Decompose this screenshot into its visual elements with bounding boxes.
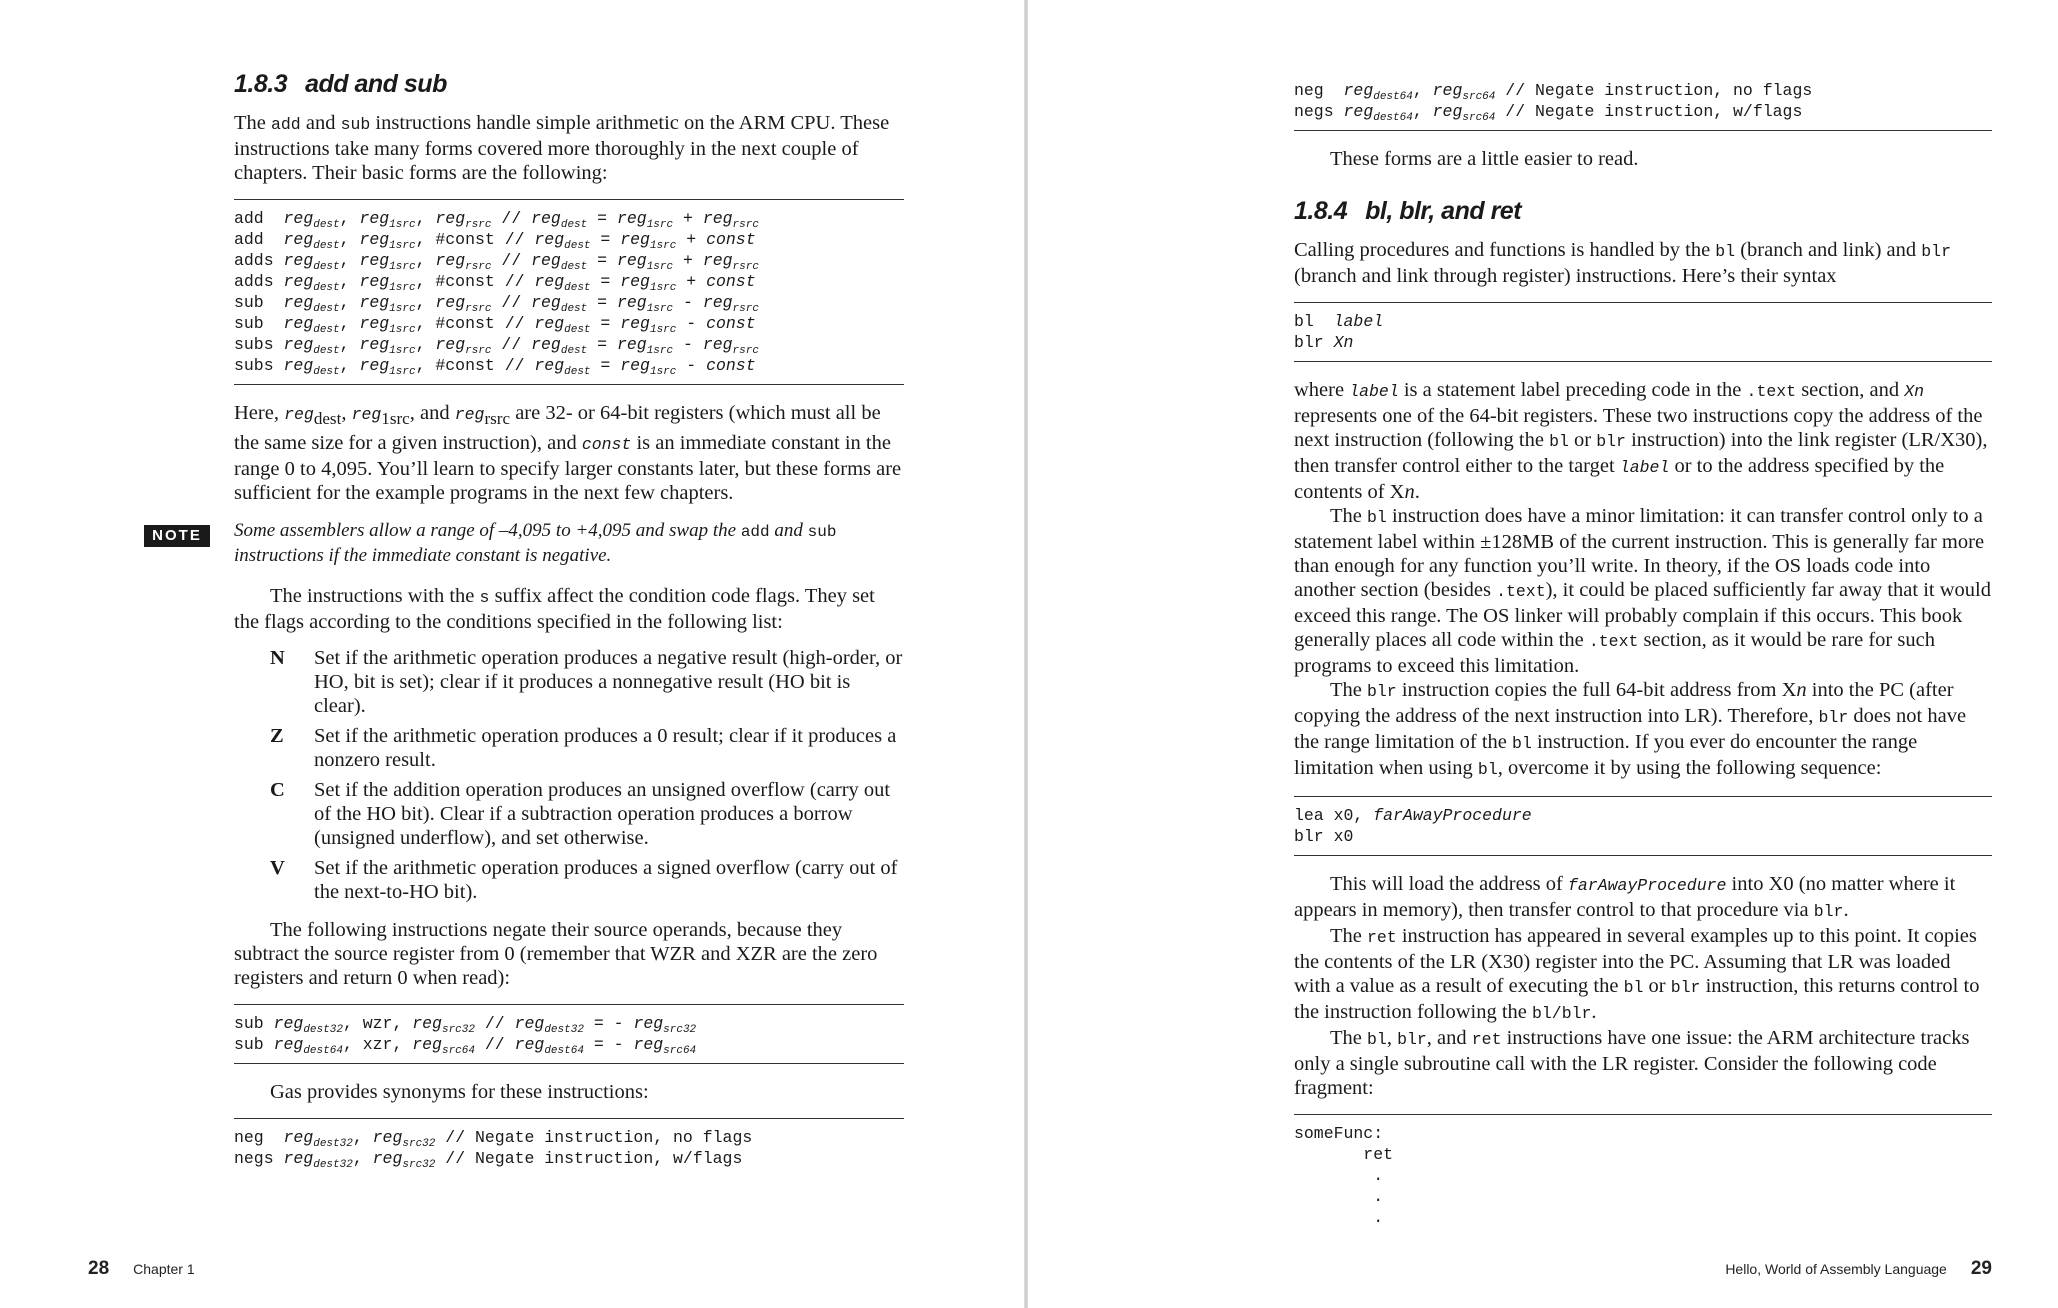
code-var: reg	[454, 405, 485, 424]
code-var: reg	[359, 251, 390, 270]
paragraph: The blr instruction copies the full 64-bit address from Xn into the PC (after copying the address of the next instruction into LR). Therefore, blr does not have the range limitation of the bl instruction. If you ever do encounter the range limitation when using bl, overcome it by using the following sequence:	[1294, 679, 1967, 779]
flag-description: Set if the arithmetic operation produces a 0 result; clear if it produces a nonzero result.	[314, 725, 897, 772]
flag-letter: V	[270, 857, 285, 880]
subscript: 1src	[649, 324, 677, 336]
subscript: dest64	[544, 1045, 584, 1058]
code-line: adds reg$_{dest}$, reg$_{1src}$, reg$_{rsrc}$ // reg$_{dest}$ = reg$_{1src}$ + reg$_{rsrc}$	[234, 251, 759, 273]
subscript: dest	[564, 282, 591, 294]
code-var: reg	[620, 314, 650, 333]
code-var: reg	[620, 356, 650, 375]
code-block-neg-32	[234, 1118, 904, 1177]
code-var: label	[1333, 312, 1384, 331]
page-number: 29	[1970, 1258, 1992, 1279]
code-line: add reg$_{dest}$, reg$_{1src}$, reg$_{rsrc}$ // reg$_{dest}$ = reg$_{1src}$ + reg$_{rsrc}$	[234, 209, 759, 231]
subscript: src64	[663, 1045, 697, 1058]
code-var: reg	[412, 1014, 442, 1034]
inline-code: bl	[1367, 1030, 1387, 1049]
paragraph: The bl, blr, and ret instructions have one issue: the ARM architecture tracks only a single subroutine call with the LR register. Consider the following code fragment:	[1294, 1027, 1970, 1099]
code-var: reg	[359, 230, 390, 249]
paragraph: The following instructions negate their source operands, because they subtract the source register from 0 (remember that WZR and XZR are the zero registers and return 0 when read):	[234, 919, 878, 990]
subscript: dest	[313, 261, 340, 273]
code-var: farAwayProcedure	[1373, 806, 1532, 825]
subscript: rsrc	[732, 345, 759, 357]
inline-code: bl	[1477, 760, 1498, 779]
subscript: rsrc	[732, 261, 759, 273]
paragraph: where label is a statement label preceding code in the .text section, and Xn represents one of the 64-bit registers. These two instructions copy the address of the next instruction (following the bl or blr instruction) into the link register (LR/X30), then transfer control either to the target label or to the address specified by the contents of Xn.	[1294, 379, 1988, 503]
inline-code: ret	[1367, 928, 1397, 947]
code-var: reg	[1432, 81, 1463, 100]
inline-code: bl/blr	[1532, 1004, 1592, 1023]
inline-code: sub	[807, 523, 837, 542]
subscript: dest32	[303, 1024, 343, 1037]
code-var: reg	[702, 293, 733, 312]
code-var: const	[706, 230, 756, 249]
chapter-label: Chapter 1	[133, 1261, 195, 1277]
code-var: reg	[351, 405, 382, 424]
code-var: reg	[435, 293, 466, 312]
subscript: dest	[313, 324, 340, 336]
code-line: lea x0, farAwayProcedure	[1294, 806, 1532, 825]
code-var: reg	[534, 356, 565, 375]
subscript: dest	[313, 219, 340, 231]
code-var: reg	[435, 335, 466, 354]
subscript: rsrc	[484, 409, 511, 429]
inline-code: blr	[1818, 708, 1849, 727]
inline-code: blr	[1596, 432, 1626, 451]
code-var: reg	[620, 272, 650, 291]
code-var: reg	[633, 1035, 664, 1055]
code-var: reg	[620, 230, 650, 249]
code-var: reg	[273, 1014, 304, 1034]
subscript: 1src	[389, 282, 416, 294]
subscript: 1src	[649, 366, 677, 378]
section-heading-bl-blr-ret	[1294, 197, 1992, 226]
code-var: farAwayProcedure	[1567, 876, 1727, 895]
code-line: sub reg$_{dest}$, reg$_{1src}$, #const // reg$_{dest}$ = reg$_{1src}$ - const	[234, 314, 756, 336]
code-var: reg	[283, 293, 314, 312]
code-var: reg	[616, 251, 647, 270]
code-var: label	[1349, 382, 1399, 401]
inline-code: add	[740, 523, 770, 542]
code-line: sub reg$_{dest64}$, xzr, reg$_{src64}$ // reg$_{dest64}$ = - reg$_{src64}$	[234, 1035, 697, 1058]
flag-letter: C	[270, 779, 285, 802]
subscript: src32	[663, 1024, 697, 1037]
code-var: reg	[283, 1128, 314, 1148]
code-var: const	[581, 435, 632, 455]
code-var: reg	[359, 356, 390, 375]
subscript: dest64	[1373, 112, 1413, 124]
subscript: 1src	[649, 282, 677, 294]
page-footer-left	[88, 1258, 195, 1280]
code-var: reg	[534, 272, 565, 291]
flag-item	[270, 778, 904, 850]
code-var: reg	[435, 209, 466, 228]
subscript: dest	[560, 303, 588, 315]
code-var: reg	[702, 251, 733, 270]
code-block-far-away	[1294, 796, 1992, 856]
subscript: 1src	[389, 219, 416, 231]
code-var: reg	[702, 209, 733, 228]
subscript: 1src	[389, 240, 416, 252]
code-var: reg	[283, 314, 314, 333]
page-number: 28	[88, 1258, 110, 1279]
flag-item	[270, 646, 904, 718]
page-footer-right	[1725, 1258, 1992, 1280]
right-page	[1028, 0, 2058, 1308]
subscript: dest	[313, 303, 340, 315]
code-var: reg	[359, 272, 390, 291]
paragraph: The ret instruction has appeared in several examples up to this point. It copies the contents of the LR (X30) register into the PC. Assuming that LR was loaded with a value as a result of executing the bl or blr instruction, this returns control to the instruction following the bl/blr.	[1294, 925, 1980, 1023]
paragraph: These forms are a little easier to read.	[1330, 148, 1639, 170]
code-line: blr x0	[1294, 827, 1354, 846]
code-var: reg	[284, 405, 314, 424]
code-var: reg	[531, 335, 561, 354]
inline-code: add	[271, 115, 301, 134]
subscript: rsrc	[732, 303, 759, 315]
inline-code: blr	[1670, 978, 1701, 997]
inline-code: bl	[1715, 242, 1736, 261]
subscript: src64	[1462, 91, 1496, 103]
code-var: reg	[283, 335, 314, 354]
code-block-negate-sub	[234, 1004, 904, 1064]
subscript: dest	[564, 240, 591, 252]
code-block-somefunc	[1294, 1114, 1992, 1236]
subscript: rsrc	[465, 219, 492, 231]
code-var: const	[706, 314, 756, 333]
subscript: 1src	[389, 261, 416, 273]
section-title: add and sub	[305, 70, 447, 98]
paragraph: Here, reg$_{dest}$, reg$_{1src}$, and reg$_{rsrc}$ are 32- or 64-bit registers (which must all be the same size for a given instruction), and const is an immediate constant in the range 0 to 4,095. You’ll learn to specify larger constants later, but these forms are sufficient for the example programs in the next few chapters.	[234, 402, 902, 505]
flag-list	[270, 646, 904, 904]
inline-code: blr	[1813, 902, 1844, 921]
code-var: reg	[372, 1128, 403, 1148]
code-line: neg reg$_{dest64}$, reg$_{src64}$ // Negate instruction, no flags	[1294, 81, 1813, 103]
subscript: 1src	[389, 303, 416, 315]
subscript: dest	[313, 409, 342, 429]
inline-code: blr	[1397, 1030, 1427, 1049]
subscript: 1src	[646, 261, 674, 273]
left-page-content	[152, 60, 904, 1193]
subscript: dest32	[313, 1159, 353, 1172]
flag-description: Set if the addition operation produces an unsigned overflow (carry out of the HO bit). Clear if a subtraction operation produces a borrow (unsigned underflow), and set otherwise.	[314, 779, 891, 850]
subscript: rsrc	[465, 303, 492, 315]
subscript: 1src	[389, 345, 416, 357]
code-var: reg	[283, 251, 314, 270]
code-line: ret	[1294, 1145, 1394, 1164]
inline-code: ret	[1471, 1030, 1502, 1049]
section-title: bl, blr, and ret	[1365, 197, 1522, 225]
code-line: .	[1294, 1187, 1384, 1206]
italic-text: n	[1404, 481, 1415, 503]
code-var: reg	[1432, 102, 1463, 121]
subscript: dest	[313, 240, 340, 252]
paragraph: The instructions with the s suffix affect the condition code flags. They set the flags according to the conditions specified in the following list:	[234, 585, 875, 634]
subscript: src64	[1462, 112, 1496, 124]
code-line: negs reg$_{dest64}$, reg$_{src64}$ // Negate instruction, w/flags	[1294, 102, 1803, 124]
left-page	[0, 0, 1026, 1308]
code-var: reg	[273, 1035, 304, 1055]
inline-code: bl	[1367, 508, 1387, 527]
code-var: label	[1619, 458, 1670, 477]
flag-item	[270, 724, 904, 772]
flag-letter: N	[270, 647, 285, 670]
code-block-neg-64	[1294, 70, 1992, 131]
code-var: reg	[283, 209, 314, 228]
subscript: dest	[560, 261, 588, 273]
paragraph: The bl instruction does have a minor limitation: it can transfer control only to a statement label within ±128MB of the current instruction. This is generally far more than enough for any function you’ll write. In theory, if the OS loads code into another section (besides .text), it could be placed sufficiently far away that it would exceed this range. The OS linker will probably complain if this occurs. This book generally places all code within the .text section, as it would be rare for such programs to exceed this limitation.	[1294, 505, 1991, 677]
subscript: src32	[441, 1024, 475, 1037]
flag-letter: Z	[270, 725, 284, 748]
flag-description: Set if the arithmetic operation produces a signed overflow (carry out of the next-to-HO bit).	[314, 857, 898, 904]
inline-code: sub	[340, 115, 371, 134]
subscript: 1src	[646, 345, 674, 357]
inline-code: s	[479, 588, 490, 608]
subscript: 1src	[389, 366, 416, 378]
subscript: dest32	[313, 1138, 353, 1151]
code-line: blr Xn	[1294, 333, 1354, 352]
code-var: reg	[531, 293, 561, 312]
code-var: reg	[283, 272, 314, 291]
code-line: negs reg$_{dest32}$, reg$_{src32}$ // Negate instruction, w/flags	[234, 1149, 743, 1172]
code-var: reg	[435, 251, 466, 270]
code-var: reg	[1343, 102, 1374, 121]
code-var: reg	[633, 1014, 664, 1034]
subscript: dest	[313, 345, 340, 357]
code-line: subs reg$_{dest}$, reg$_{1src}$, reg$_{rsrc}$ // reg$_{dest}$ = reg$_{1src}$ - reg$_{rsrc}$	[234, 335, 759, 357]
inline-code: .text	[1496, 582, 1546, 601]
code-line: sub reg$_{dest32}$, wzr, reg$_{src32}$ // reg$_{dest32}$ = - reg$_{src32}$	[234, 1014, 697, 1037]
paragraph: This will load the address of farAwayProcedure into X0 (no matter where it appears in memory), then transfer control to that procedure via blr.	[1294, 873, 1956, 921]
subscript: dest	[564, 324, 591, 336]
subscript: dest	[560, 219, 588, 231]
paragraph: Gas provides synonyms for these instructions:	[270, 1081, 649, 1104]
chapter-label: Hello, World of Assembly Language	[1725, 1261, 1947, 1277]
code-line: .	[1294, 1208, 1384, 1227]
code-var: reg	[372, 1149, 403, 1169]
inline-code: blr	[1921, 242, 1951, 261]
code-var: reg	[359, 293, 390, 312]
code-line: sub reg$_{dest}$, reg$_{1src}$, reg$_{rsrc}$ // reg$_{dest}$ = reg$_{1src}$ - reg$_{rsrc}$	[234, 293, 759, 315]
code-var: reg	[412, 1035, 442, 1055]
subscript: rsrc	[465, 345, 492, 357]
subscript: dest64	[1373, 91, 1413, 103]
code-var: Xn	[1333, 333, 1354, 352]
section-heading-add-sub	[234, 70, 904, 99]
italic-text: n	[1796, 679, 1807, 701]
code-var: reg	[531, 209, 561, 228]
subscript: dest	[560, 345, 588, 357]
code-var: reg	[1343, 81, 1374, 100]
section-number: 1.8.4	[1294, 197, 1348, 225]
paragraph: The add and sub instructions handle simple arithmetic on the ARM CPU. These instructions take many forms covered more thoroughly in the next couple of chapters. Their basic forms are the following:	[234, 112, 890, 184]
code-var: const	[706, 356, 756, 375]
inline-code: bl	[1623, 978, 1644, 997]
inline-code: .text	[1746, 382, 1797, 401]
code-block-bl-syntax	[1294, 302, 1992, 362]
subscript: src32	[402, 1159, 436, 1172]
flag-description: Set if the arithmetic operation produces a negative result (high-order, or HO, bit is set); clear if it produces a nonnegative result (HO bit is clear).	[314, 647, 903, 718]
note-box	[152, 519, 904, 568]
code-var: reg	[283, 230, 314, 249]
code-var: reg	[702, 335, 733, 354]
subscript: 1src	[649, 240, 677, 252]
code-line: .	[1294, 1166, 1384, 1185]
code-var: reg	[283, 1149, 314, 1169]
code-var: const	[706, 272, 756, 291]
code-var: reg	[283, 356, 314, 375]
subscript: rsrc	[465, 261, 492, 273]
subscript: dest32	[544, 1024, 584, 1037]
code-var: reg	[531, 251, 561, 270]
subscript: 1src	[381, 409, 410, 429]
subscript: 1src	[389, 324, 416, 336]
right-page-content	[1294, 60, 1992, 1252]
subscript: 1src	[646, 219, 674, 231]
code-var: reg	[359, 335, 390, 354]
code-line: adds reg$_{dest}$, reg$_{1src}$, #const // reg$_{dest}$ = reg$_{1src}$ + const	[234, 272, 756, 294]
subscript: dest	[313, 366, 340, 378]
code-var: reg	[616, 209, 647, 228]
paragraph: Calling procedures and functions is handled by the bl (branch and link) and blr (branch and link through register) instructions. Here’s their syntax	[1294, 239, 1951, 287]
code-var: reg	[534, 314, 565, 333]
code-line: neg reg$_{dest32}$, reg$_{src32}$ // Negate instruction, no flags	[234, 1128, 753, 1151]
code-block-add-sub-forms	[234, 199, 904, 385]
code-var: reg	[359, 314, 390, 333]
subscript: src64	[441, 1045, 475, 1058]
subscript: dest	[313, 282, 340, 294]
note-label: NOTE	[144, 525, 210, 547]
code-var: reg	[534, 230, 565, 249]
subscript: dest	[564, 366, 591, 378]
inline-code: bl	[1549, 432, 1569, 451]
code-line: add reg$_{dest}$, reg$_{1src}$, #const // reg$_{dest}$ = reg$_{1src}$ + const	[234, 230, 756, 252]
code-var: reg	[616, 335, 647, 354]
note-text: Some assemblers allow a range of –4,095 to +4,095 and swap the add and sub instructions if the immediate constant is negative.	[234, 520, 837, 567]
subscript: src32	[402, 1138, 436, 1151]
section-number: 1.8.3	[234, 70, 288, 98]
inline-code: blr	[1367, 682, 1397, 701]
code-line: bl label	[1294, 312, 1384, 331]
code-var: reg	[616, 293, 647, 312]
subscript: rsrc	[732, 219, 759, 231]
code-var: Xn	[1904, 382, 1925, 401]
code-var: reg	[359, 209, 390, 228]
code-var: reg	[514, 1035, 545, 1055]
code-line: someFunc:	[1294, 1124, 1384, 1143]
inline-code: .text	[1588, 632, 1639, 651]
flag-item	[270, 856, 904, 904]
subscript: dest64	[303, 1045, 343, 1058]
code-var: reg	[514, 1014, 545, 1034]
subscript: 1src	[646, 303, 674, 315]
inline-code: bl	[1512, 734, 1532, 753]
code-line: subs reg$_{dest}$, reg$_{1src}$, #const // reg$_{dest}$ = reg$_{1src}$ - const	[234, 356, 756, 378]
